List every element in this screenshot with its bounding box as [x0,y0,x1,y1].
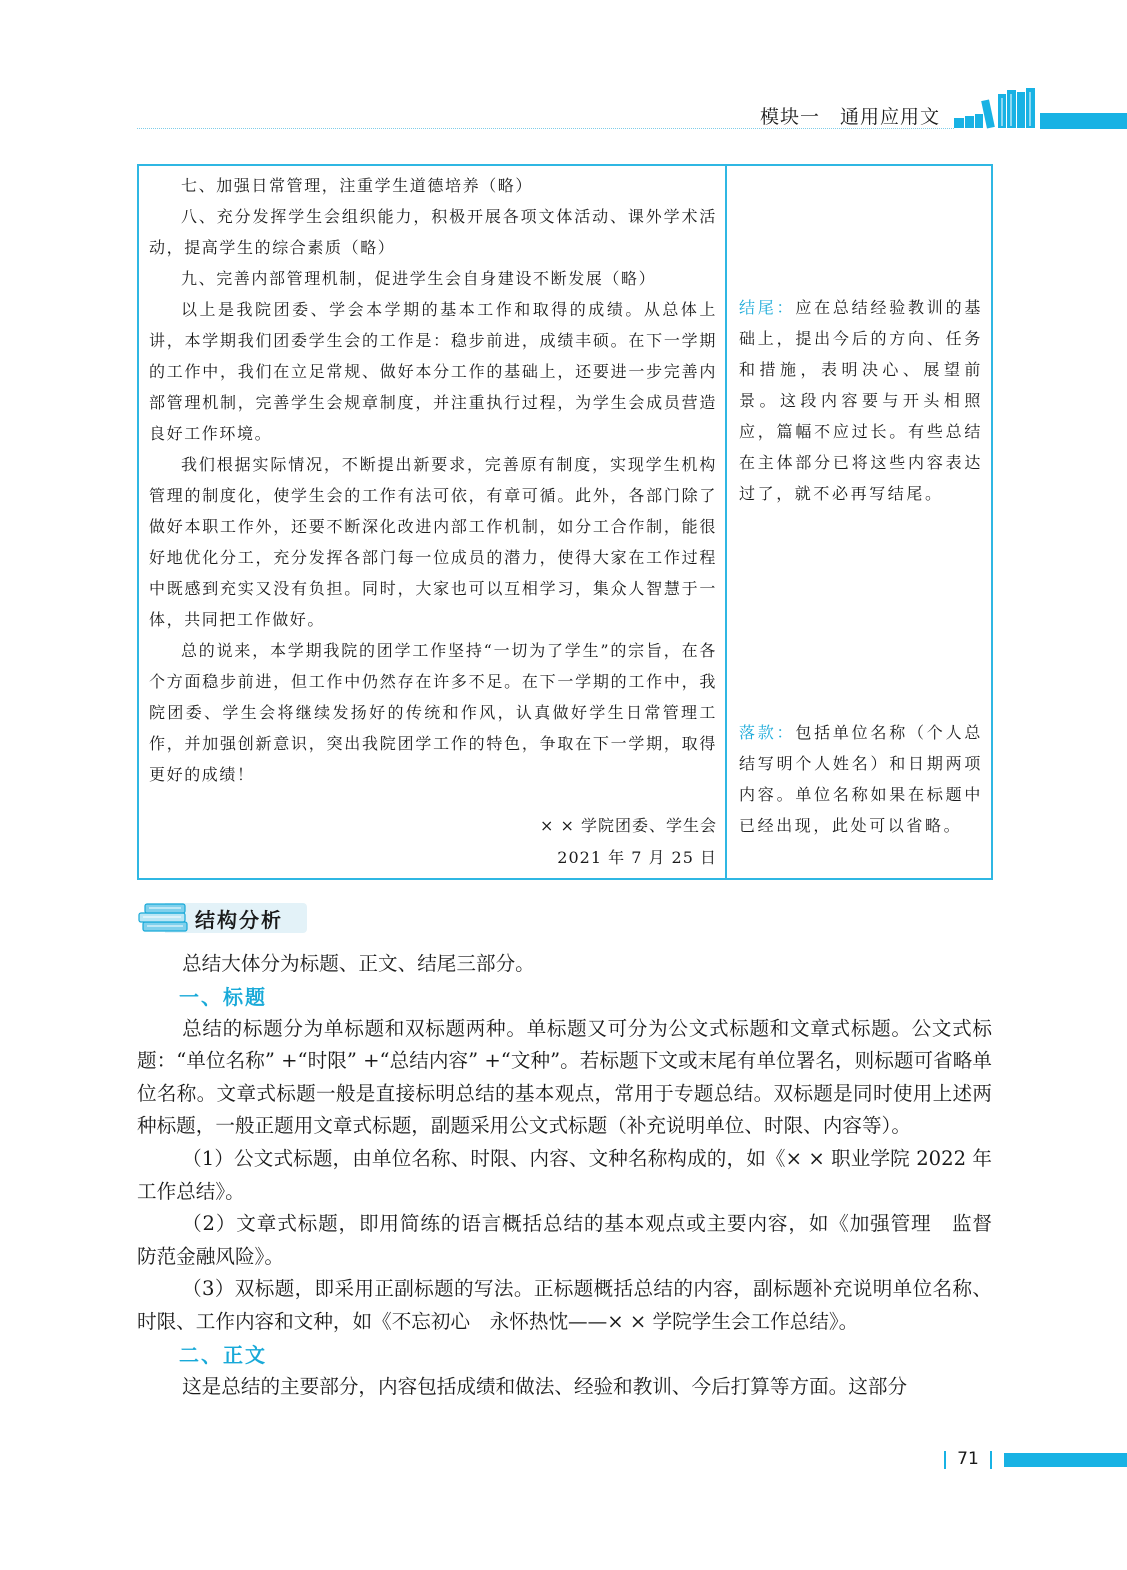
sample-paragraph: 七、加强日常管理，注重学生道德培养（略） [181,176,534,195]
body-paragraph: （2）文章式标题，即用简练的语言概括总结的基本观点或主要内容，如《加强管理 监督 防范金融风险》。 [137,1212,1012,1268]
sample-table [137,164,993,880]
footer-tick-right [990,1451,992,1469]
annotation-signature-text: 包括单位名称（个人总结写明个人姓名）和日期两项内容。单位名称如果在标题中已经出现，此处可以省略。 [739,723,983,835]
annotation-ending-text: 应在总结经验教训的基础上，提出今后的方向、任务和措施，表明决心、展望前景。这段内容要与开头相照应，篇幅不应过长。有些总结在主体部分已将这些内容表达过了，就不必再写结尾。 [739,298,983,503]
page-number: 71 [957,1449,979,1469]
heading-title-section: 一、标题 [179,984,267,1009]
header-accent-bar [1040,113,1127,129]
section-banner-title: 结构分析 [195,908,283,932]
annotation-signature-label: 落款： [739,723,796,742]
books-icon [954,86,1042,130]
sample-column-divider [725,166,727,878]
body-paragraph: （1）公文式标题，由单位名称、时限、内容、文种名称构成的，如《× × 职业学院 2022 年工作总结》。 [137,1146,992,1203]
sample-signature-date: 2021 年 7 月 25 日 [557,848,717,867]
sample-paragraph: 我们根据实际情况，不断提出新要求，完善原有制度，实现学生机构管理的制度化，使学生会的工作有法可依，有章可循。此外，各部门除了做好本职工作外，还要不断深化改进内部工作机制，如分工合作制，能很好地优化分工，充分发挥各部门每一位成员的潜力，使得大家在工作过程中既感到充实又没有负担。同时，大家也可以互相学习，集众人智慧于一体，共同把工作做好。 [149,455,717,629]
annotation-signature [739,717,983,841]
footer-tick-left [944,1451,946,1469]
annotation-ending-label: 结尾： [739,298,796,317]
body-paragraph: 这是总结的主要部分，内容包括成绩和做法、经验和教训、今后打算等方面。这部分 [182,1374,908,1398]
body-paragraph: （3）双标题，即采用正副标题的写法。正标题概括总结的内容，副标题补充说明单位名称、时限、工作内容和文种，如《不忘初心 永怀热忱——× × 学院学生会工作总结》。 [137,1277,992,1333]
sample-paragraph: 九、完善内部管理机制，促进学生会自身建设不断发展（略） [181,269,657,288]
footer-accent-bar [1004,1453,1127,1467]
body-paragraph: 总结的标题分为单标题和双标题两种。单标题又可分为公文式标题和文章式标题。公文式标题：“单位名称” +“时限” +“总结内容” +“文种”。若标题下文或末尾有单位署名，则标题可省略单位名称。文章式标题一般是直接标明总结的基本观点，常用于专题总结。双标题是同时使用上述两种标题，一般正题用文章式标题，副题采用公文式标题（补充说明单位、时限、内容等）。 [137,1016,992,1138]
running-header: 模块一 通用应用文 [759,106,940,128]
section-banner [137,900,309,936]
intro-paragraph: 总结大体分为标题、正文、结尾三部分。 [182,952,535,975]
header-rule [137,128,954,129]
sample-body [149,170,717,790]
book-stack-icon [137,900,193,936]
sample-paragraph: 八、充分发挥学生会组织能力，积极开展各项文体活动、课外学术活动，提高学生的综合素质（略） [149,207,717,257]
sample-paragraph: 以上是我院团委、学会本学期的基本工作和取得的成绩。从总体上讲，本学期我们团委学生会的工作是：稳步前进，成绩丰硕。在下一学期的工作中，我们在立足常规、做好本分工作的基础上，还要进一步完善内部管理机制，完善学生会规章制度，并注重执行过程，为学生会成员营造良好工作环境。 [149,300,717,443]
annotation-ending [739,292,983,509]
analysis-body [137,948,1012,1403]
heading-body-section: 二、正文 [179,1342,267,1367]
sample-signature-org: × × 学院团委、学生会 [540,816,717,835]
sample-paragraph: 总的说来，本学期我院的团学工作坚持“一切为了学生”的宗旨，在各个方面稳步前进，但工作中仍然存在许多不足。在下一学期的工作中，我院团委、学生会将继续发扬好的传统和作风，认真做好学生日常管理工作，并加强创新意识，突出我院团学工作的特色，争取在下一学期，取得更好的成绩！ [149,641,717,784]
